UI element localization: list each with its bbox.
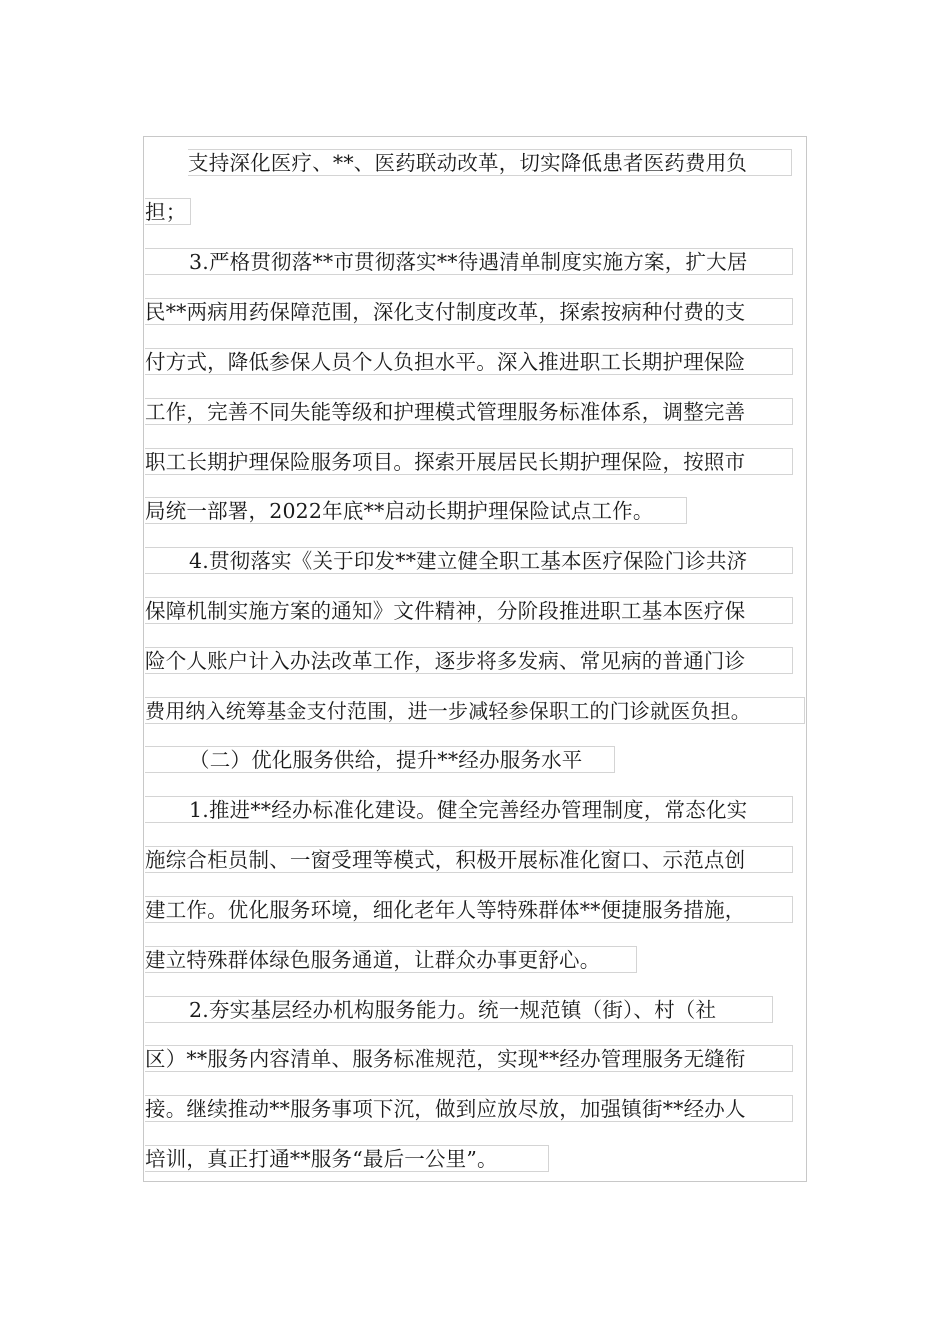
text-line-2: 担； — [145, 198, 191, 225]
text-line-12: 费用纳入统筹基金支付范围，进一步减轻参保职工的门诊就医负担。 — [145, 697, 805, 724]
text-line-7: 职工长期护理保险服务项目。探索开展居民长期护理保险，按照市 — [145, 448, 793, 475]
text-line-15: 施综合柜员制、一窗受理等模式，积极开展标准化窗口、示范点创 — [145, 846, 793, 873]
text-line-9: 4.贯彻落实《关于印发**建立健全职工基本医疗保险门诊共济 — [145, 547, 793, 574]
text-line-14: 1.推进**经办标准化建设。健全完善经办管理制度，常态化实 — [145, 796, 793, 823]
text-line-17: 建立特殊群体绿色服务通道，让群众办事更舒心。 — [145, 946, 637, 973]
text-line-8: 局统一部署，2022年底**启动长期护理保险试点工作。 — [145, 497, 687, 524]
text-line-18: 2.夯实基层经办机构服务能力。统一规范镇（街）、村（社 — [145, 996, 773, 1023]
text-line-19: 区）**服务内容清单、服务标准规范，实现**经办管理服务无缝衔 — [145, 1045, 793, 1072]
text-line-11: 险个人账户计入办法改革工作，逐步将多发病、常见病的普通门诊 — [145, 647, 793, 674]
text-line-4: 民**两病用药保障范围，深化支付制度改革，探索按病种付费的支 — [145, 298, 793, 325]
text-line-20: 接。继续推动**服务事项下沉，做到应放尽放，加强镇街**经办人 — [145, 1095, 793, 1122]
text-line-6: 工作，完善不同失能等级和护理模式管理服务标准体系，调整完善 — [145, 398, 793, 425]
text-line-16: 建工作。优化服务环境，细化老年人等特殊群体**便捷服务措施， — [145, 896, 793, 923]
text-line-3: 3.严格贯彻落**市贯彻落实**待遇清单制度实施方案，扩大居 — [145, 248, 793, 275]
text-line-21: 培训，真正打通**服务“最后一公里”。 — [145, 1145, 549, 1172]
text-line-13: （二）优化服务供给，提升**经办服务水平 — [145, 746, 615, 773]
text-line-5: 付方式，降低参保人员个人负担水平。深入推进职工长期护理保险 — [145, 348, 793, 375]
text-line-10: 保障机制实施方案的通知》文件精神，分阶段推进职工基本医疗保 — [145, 597, 793, 624]
text-line-1: 支持深化医疗、**、医药联动改革，切实降低患者医药费用负 — [188, 149, 792, 176]
